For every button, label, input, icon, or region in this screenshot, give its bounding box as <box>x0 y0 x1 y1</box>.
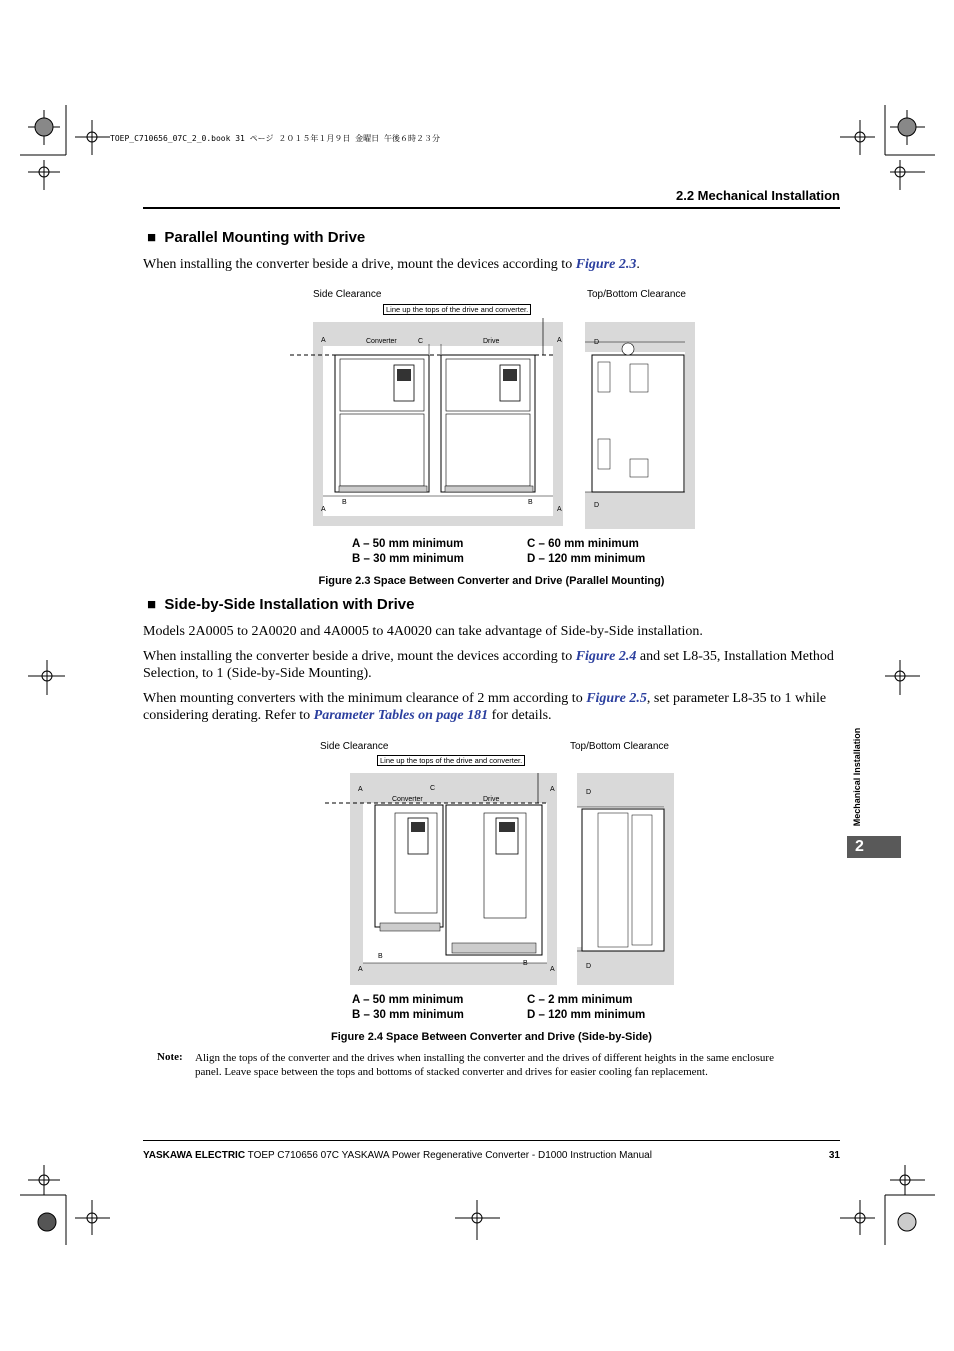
footer-text: TOEP C710656 07C YASKAWA Power Regenerative Converter - D1000 Instruction Manual <box>245 1150 652 1161</box>
section-title-parallel: ■ Parallel Mounting with Drive <box>147 229 366 246</box>
figure-link[interactable]: Figure 2.5 <box>586 691 647 706</box>
paragraph-parallel <box>143 256 843 273</box>
dim-a-bottom-right: A <box>550 966 555 973</box>
fig2-top-view <box>577 773 674 985</box>
dim-a-top-left: A <box>321 337 326 344</box>
fig1-top-view <box>585 322 695 529</box>
page-number: 31 <box>828 1150 840 1161</box>
paragraph-models: Models 2A0005 to 2A0020 and 4A0005 to 4A0020 can take advantage of Side-by-Side installation. <box>143 624 703 639</box>
converter-terminal-cover <box>340 414 424 486</box>
drive-terminal-cover <box>446 414 530 486</box>
fig1-legend-a: A – 50 mm minimum <box>352 538 464 550</box>
paragraph-min-clearance <box>143 690 843 724</box>
fig2-caption: Figure 2.4 Space Between Converter and Drive (Side-by-Side) <box>331 1031 652 1043</box>
dim-a-bottom-left: A <box>358 966 363 973</box>
text: When installing the converter beside a drive, mount the devices according to <box>143 649 576 664</box>
fig1-callout: Line up the tops of the drive and converter. <box>383 304 531 315</box>
fig1-legend-b: B – 30 mm minimum <box>352 553 464 565</box>
fig1-converter-label: Converter <box>366 338 397 345</box>
fig1-side-label: Side Clearance <box>313 289 382 300</box>
fig2-legend-b: B – 30 mm minimum <box>352 1009 464 1021</box>
fig2-legend-a: A – 50 mm minimum <box>352 994 464 1006</box>
note-label: Note: <box>157 1051 183 1063</box>
fig2-callout: Line up the tops of the drive and converter. <box>377 755 525 766</box>
figure-parallel-diagram <box>290 314 700 530</box>
side-tab-label: Mechanical Installation <box>852 727 862 827</box>
fig1-legend-c: C – 60 mm minimum <box>527 538 639 550</box>
side-tab-label-box <box>849 726 865 834</box>
text: , set parameter L8-35 to 1 while considering derating. Refer to <box>143 691 827 723</box>
fig1-legend-d: D – 120 mm minimum <box>527 553 646 565</box>
fig1-side-view <box>290 318 563 526</box>
print-mark: TOEP_C710656_07C_2_0.book 31 ページ ２０１５年１月９日 金曜日 午後６時２３分 <box>110 134 440 143</box>
dim-d-bottom: D <box>586 963 592 970</box>
fig2-legend-c: C – 2 mm minimum <box>527 994 633 1006</box>
section-header: 2.2 Mechanical Installation <box>676 188 840 203</box>
dim-b-right: B <box>528 499 533 506</box>
fig1-drive-label: Drive <box>483 338 500 345</box>
dim-a-top-right: A <box>557 337 562 344</box>
footer-manual-title <box>143 1150 652 1161</box>
fig2-top-label: Top/Bottom Clearance <box>570 741 669 752</box>
dim-b-right: B <box>523 960 528 967</box>
drive-display <box>499 822 515 832</box>
paragraph-side-by-side-setting <box>143 648 843 682</box>
figure-link[interactable]: Figure 2.4 <box>575 649 637 664</box>
converter-display <box>397 369 411 381</box>
section-title-text: Side-by-Side Installation with Drive <box>164 596 415 613</box>
fig2-side-label: Side Clearance <box>320 741 389 752</box>
dim-d-top: D <box>594 339 600 346</box>
fig2-converter-label: Converter <box>392 796 423 803</box>
fig1-caption: Figure 2.3 Space Between Converter and Drive (Parallel Mounting) <box>318 575 665 587</box>
dim-b-left: B <box>378 953 383 960</box>
dim-d-bottom: D <box>594 502 600 509</box>
dim-a-top-right: A <box>550 786 555 793</box>
footer-rule <box>143 1140 840 1141</box>
text: and set L8-35, Installation Method Selection, to 1 (Side-by-Side Mounting). <box>143 649 834 681</box>
dim-a-top-left: A <box>358 786 363 793</box>
drive-display <box>503 369 517 381</box>
dim-d-top: D <box>586 789 592 796</box>
note-text: Align the tops of the converter and the drives when installing the converter and the drives of different heights in the same enclosure panel. Leave space between the tops and bottoms of stacked converter and drives for easier cooling fan replacement. <box>195 1052 774 1078</box>
dim-c: C <box>430 785 436 792</box>
footer-brand: YASKAWA ELECTRIC <box>143 1150 246 1161</box>
chapter-tab: 2 <box>847 836 901 858</box>
converter-display <box>411 822 425 832</box>
section-title-side-by-side: ■ Side-by-Side Installation with Drive <box>147 596 415 613</box>
header-rule <box>143 207 840 209</box>
dim-a-bottom-left: A <box>321 506 326 513</box>
text: When mounting converters with the minimum clearance of 2 mm according to <box>143 691 587 706</box>
figure-side-by-side-diagram <box>320 765 680 987</box>
fig2-drive-label: Drive <box>483 796 500 803</box>
fig2-side-view <box>325 773 557 985</box>
page-link[interactable]: Parameter Tables on page 181 <box>313 708 489 723</box>
fig1-top-label: Top/Bottom Clearance <box>587 289 686 300</box>
text: for details. <box>488 708 552 723</box>
section-title-text: Parallel Mounting with Drive <box>164 229 366 246</box>
dim-c: C <box>418 338 424 345</box>
dim-a-bottom-right: A <box>557 506 562 513</box>
text: When installing the converter beside a drive, mount the devices according to <box>143 257 576 272</box>
figure-link[interactable]: Figure 2.3 <box>575 257 637 272</box>
fig2-legend-d: D – 120 mm minimum <box>527 1009 646 1021</box>
dim-b-left: B <box>342 499 347 506</box>
text: . <box>636 257 640 272</box>
